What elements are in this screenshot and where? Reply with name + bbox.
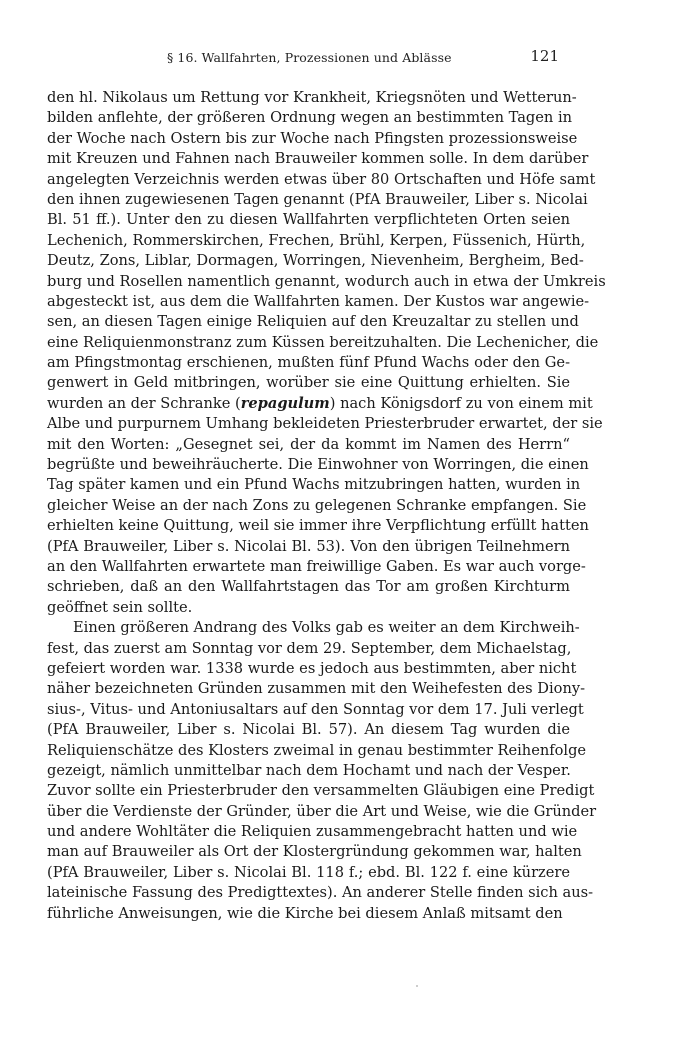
text-line: an den Wallfahrten erwartete man freiwillige Gaben. Es war auch vorge- bbox=[47, 557, 586, 575]
text-line: führliche Anweisungen, wie die Kirche bei diesem Anlaß mitsamt den bbox=[47, 904, 563, 922]
text-line: Albe und purpurnem Umhang bekleideten Priesterbruder erwartet, der sie bbox=[47, 415, 603, 433]
text-line: (PfA Brauweiler, Liber s. Nicolai Bl. 57). An diesem Tag wurden die bbox=[47, 721, 570, 739]
text-line: angelegten Verzeichnis werden etwas über 80 Ortschaften und Höfe samt bbox=[47, 170, 596, 188]
text-line: genwert in Geld mitbringen, worüber sie eine Quittung erhielten. Sie bbox=[47, 374, 570, 392]
scan-speck bbox=[416, 985, 418, 987]
text-line: den hl. Nikolaus um Rettung vor Krankheit, Kriegsnöten und Wetterun- bbox=[47, 89, 577, 106]
text-line: am Pfingstmontag erschienen, mußten fünf Pfund Wachs oder den Ge- bbox=[47, 354, 570, 372]
text-line: mit Kreuzen und Fahnen nach Brauweiler kommen solle. In dem darüber bbox=[47, 150, 589, 168]
text-line: Reliquienschätze des Klosters zweimal in genau bestimmter Reihenfolge bbox=[47, 741, 587, 759]
text-line: über die Verdienste der Gründer, über die Art und Weise, wie die Gründer bbox=[47, 802, 597, 820]
text-line: sen, an diesen Tagen einige Reliquien auf den Kreuzaltar zu stellen und bbox=[47, 313, 579, 331]
paragraph-1 bbox=[47, 88, 606, 618]
text-line: (PfA Brauweiler, Liber s. Nicolai Bl. 118 f.; ebd. Bl. 122 f. eine kürzere bbox=[47, 863, 570, 881]
paragraph-2 bbox=[47, 618, 597, 924]
text-line: Einen größeren Andrang des Volks gab es weiter an dem Kirchweih- bbox=[73, 619, 580, 637]
text-line: bilden anflehte, der größeren Ordnung wegen an bestimmten Tagen in bbox=[47, 109, 573, 127]
text-line: Bl. 51 ff.). Unter den zu diesen Wallfahrten verpflichteten Orten seien bbox=[47, 211, 570, 229]
text-line: sius-, Vitus- und Antoniusaltars auf den Sonntag vor dem 17. Juli verlegt bbox=[47, 700, 584, 718]
running-head: § 16. Wallfahrten, Prozessionen und Ablässe bbox=[167, 50, 452, 65]
text-line: den ihnen zugewiesenen Tagen genannt (PfA Brauweiler, Liber s. Nicolai bbox=[47, 190, 588, 208]
text-line: lateinische Fassung des Predigttextes). An anderer Stelle finden sich aus- bbox=[47, 884, 594, 902]
text-line: mit den Worten: „Gesegnet sei, der da kommt im Namen des Herrn“ bbox=[47, 435, 570, 453]
text-line: erhielten keine Quittung, weil sie immer ihre Verpflichtung erfüllt hatten bbox=[47, 517, 589, 535]
text-line: abgesteckt ist, aus dem die Wallfahrten kamen. Der Kustos war angewie- bbox=[47, 292, 590, 310]
text-line: wurden an der Schranke (repagulum) nach Königsdorf zu von einem mit bbox=[47, 394, 593, 412]
text-line: Zuvor sollte ein Priesterbruder den versammelten Gläubigen eine Predigt bbox=[47, 782, 595, 800]
text-line: Lechenich, Rommerskirchen, Frechen, Brühl, Kerpen, Füssenich, Hürth, bbox=[47, 231, 586, 249]
text-line: gefeiert worden war. 1338 wurde es jedoch aus bestimmten, aber nicht bbox=[47, 659, 577, 677]
text-line: burg und Rosellen namentlich genannt, wodurch auch in etwa der Umkreis bbox=[47, 272, 606, 290]
body-text bbox=[47, 88, 606, 924]
page-header bbox=[47, 46, 557, 70]
text-line: gezeigt, nämlich unmittelbar nach dem Hochamt und nach der Vesper. bbox=[47, 761, 571, 779]
text-line: geöffnet sein sollte. bbox=[47, 598, 193, 616]
text-line: eine Reliquienmonstranz zum Küssen bereitzuhalten. Die Lechenicher, die bbox=[47, 333, 599, 351]
text-line: gleicher Weise an der nach Zons zu gelegenen Schranke empfangen. Sie bbox=[47, 496, 587, 514]
latin-term: repagulum bbox=[240, 394, 330, 412]
text-line: man auf Brauweiler als Ort der Klostergründung gekommen war, halten bbox=[47, 843, 582, 861]
text-line: Deutz, Zons, Liblar, Dormagen, Worringen, Nievenheim, Bergheim, Bed- bbox=[47, 252, 584, 270]
page-number: 121 bbox=[530, 47, 559, 65]
text-line: Tag später kamen und ein Pfund Wachs mitzubringen hatten, wurden in bbox=[47, 476, 581, 494]
text-line: und andere Wohltäter die Reliquien zusammengebracht hatten und wie bbox=[47, 823, 578, 841]
text-line: begrüßte und beweihräucherte. Die Einwohner von Worringen, die einen bbox=[47, 456, 589, 474]
text-line: schrieben, daß an den Wallfahrtstagen das Tor am großen Kirchturm bbox=[47, 578, 570, 596]
text-line: (PfA Brauweiler, Liber s. Nicolai Bl. 53). Von den übrigen Teilnehmern bbox=[47, 537, 570, 555]
text-line: näher bezeichneten Gründen zusammen mit den Weihefesten des Diony- bbox=[47, 680, 586, 698]
text-line: fest, das zuerst am Sonntag vor dem 29. September, dem Michaelstag, bbox=[47, 639, 572, 657]
text-line: der Woche nach Ostern bis zur Woche nach Pfingsten prozessionsweise bbox=[47, 129, 578, 147]
